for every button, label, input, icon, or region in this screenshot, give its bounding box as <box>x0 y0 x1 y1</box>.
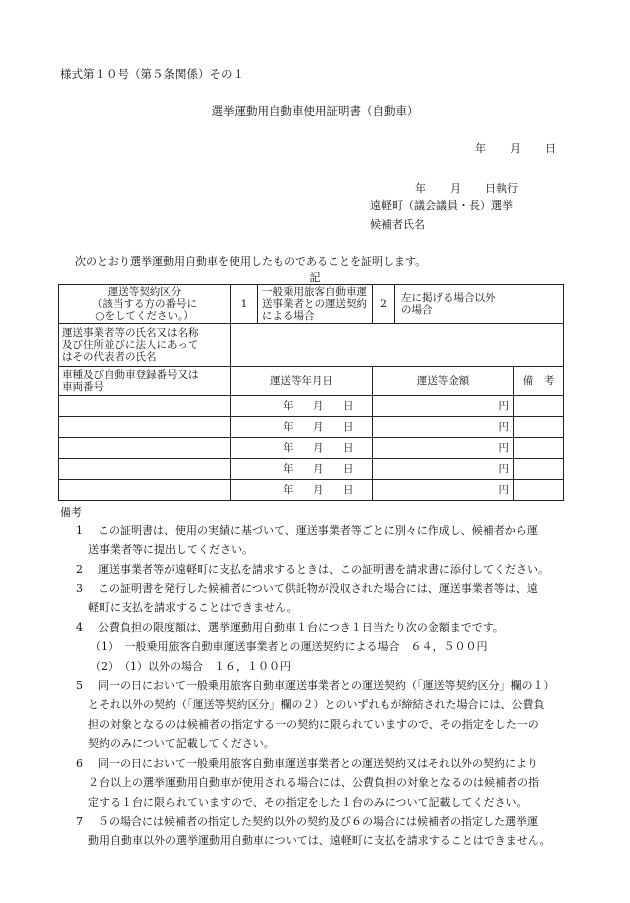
vehicle-label: 車種及び自動車登録番号又は 車両番号 <box>59 367 231 396</box>
date-cell[interactable]: 年 月 日 <box>231 396 373 417</box>
amount-cell[interactable]: 円 <box>373 438 514 459</box>
carrier-row <box>59 324 564 367</box>
remarks-column-header: 備 考 <box>514 367 564 396</box>
remarks-cell[interactable] <box>514 438 564 459</box>
date-day-label: 日 <box>545 142 556 155</box>
option-2-text: 左に掲げる場合以外 の場合 <box>395 285 564 324</box>
column-header-row <box>59 367 564 396</box>
date-cell[interactable]: 年 月 日 <box>231 459 373 480</box>
carrier-label: 運送事業者等の氏名又は名称 及び住所並びに法人にあって はその代表者の氏名 <box>59 324 231 367</box>
contract-type-label: 運送等契約区分 （該当する方の番号に ○をしてください。） <box>59 285 231 324</box>
remarks-cell[interactable] <box>514 417 564 438</box>
amount-column-header: 運送等金額 <box>373 367 514 396</box>
election-name: 遠軽町（議会議員・長）選挙 <box>370 199 513 212</box>
date-cell[interactable]: 年 月 日 <box>231 417 373 438</box>
date-column-header: 運送等年月日 <box>231 367 373 396</box>
notes-heading: 備考 <box>60 506 82 519</box>
remarks-cell[interactable] <box>514 459 564 480</box>
date-month-label: 月 <box>510 142 521 155</box>
amount-cell[interactable]: 円 <box>373 396 514 417</box>
note-4-sub-1: （1） 一般乗用旅客自動車運送事業者との運送契約による場合 ６４，５００円 <box>90 640 488 654</box>
amount-cell[interactable]: 円 <box>373 459 514 480</box>
remarks-cell[interactable] <box>514 396 564 417</box>
option-1-number[interactable]: 1 <box>231 285 258 324</box>
form-number: 様式第１０号（第５条関係）その１ <box>60 67 244 81</box>
vehicle-cell[interactable] <box>59 480 231 501</box>
note-4-sub-2: （2） （1）以外の場合 １６，１００円 <box>90 659 291 673</box>
amount-cell[interactable]: 円 <box>373 417 514 438</box>
election-year-label: 年 <box>415 182 426 195</box>
date-cell[interactable]: 年 月 日 <box>231 480 373 501</box>
option-2-number[interactable]: 2 <box>373 285 395 324</box>
election-date <box>415 180 518 196</box>
table-row <box>59 480 564 501</box>
table-row <box>59 417 564 438</box>
election-day-label: 日執行 <box>485 182 518 195</box>
vehicle-cell[interactable] <box>59 459 231 480</box>
option-1-text: 一般乗用旅客自動車運 送事業者との運送契約 による場合 <box>258 285 373 324</box>
vehicle-cell[interactable] <box>59 438 231 459</box>
table-row <box>59 396 564 417</box>
election-month-label: 月 <box>450 182 461 195</box>
contract-type-row <box>59 285 564 324</box>
ki-label: 記 <box>309 271 321 284</box>
page-title: 選挙運動用自動車使用証明書（自動車） <box>211 104 419 118</box>
table-row <box>59 459 564 480</box>
date-cell[interactable]: 年 月 日 <box>231 438 373 459</box>
table-row <box>59 438 564 459</box>
document-date <box>475 140 556 156</box>
certification-text: 次のとおり選挙運動用自動車を使用したものであることを証明します。 <box>75 255 427 268</box>
vehicle-cell[interactable] <box>59 396 231 417</box>
candidate-name-label: 候補者氏名 <box>370 218 425 231</box>
certificate-table <box>58 284 564 501</box>
date-year-label: 年 <box>475 142 486 155</box>
remarks-cell[interactable] <box>514 480 564 501</box>
carrier-field[interactable] <box>231 324 564 367</box>
amount-cell[interactable]: 円 <box>373 480 514 501</box>
vehicle-cell[interactable] <box>59 417 231 438</box>
